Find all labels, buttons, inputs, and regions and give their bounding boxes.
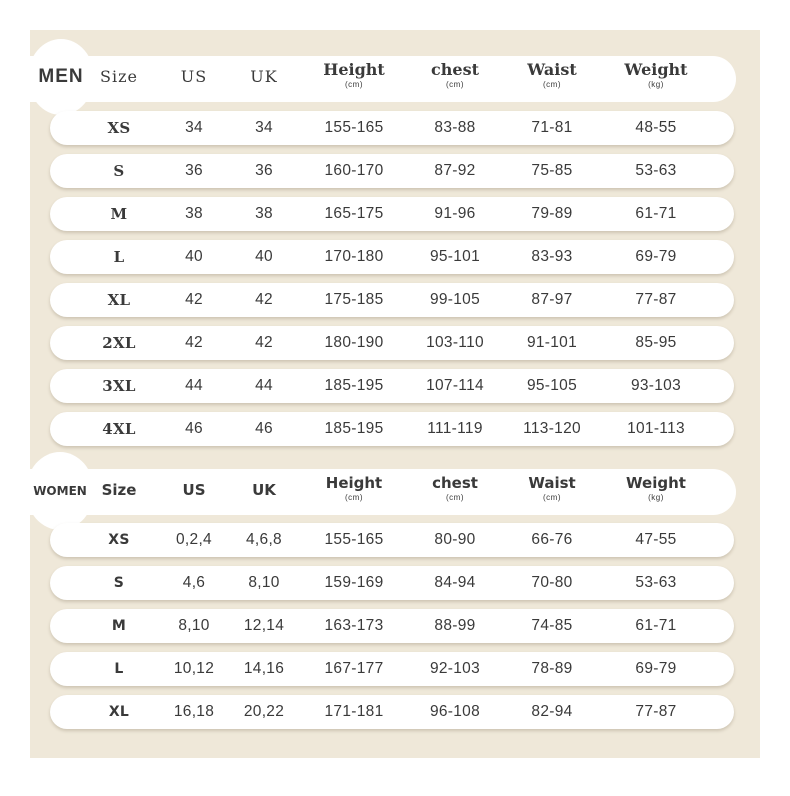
men-cell-us: 36: [185, 162, 203, 179]
men-cell-height: 185-195: [324, 377, 384, 394]
table-row: [50, 197, 734, 231]
women-cell-waist: 82-94: [531, 703, 573, 720]
women-header-weight-label: Weight: [626, 474, 686, 492]
table-row: [50, 154, 734, 188]
women-cell-height: 155-165: [324, 531, 384, 548]
men-cell-height: 160-170: [324, 162, 384, 179]
men-header-chest-label: chest: [431, 60, 479, 79]
women-header-us: [183, 483, 206, 498]
men-cell-chest: 103-110: [426, 334, 484, 351]
men-header-height: [323, 62, 385, 89]
men-cell-height: 185-195: [324, 420, 384, 437]
men-cell-size: S: [113, 162, 125, 180]
men-cell-waist: 71-81: [531, 119, 573, 136]
men-cell-weight: 48-55: [635, 119, 677, 136]
women-cell-weight: 47-55: [635, 531, 677, 548]
men-cell-uk: 34: [255, 119, 273, 136]
men-header-weight-label: Weight: [624, 60, 688, 79]
table-row: [50, 326, 734, 360]
table-row: [50, 283, 734, 317]
men-cell-uk: 42: [255, 334, 273, 351]
women-header-size: [102, 483, 137, 498]
women-cell-uk: 12,14: [243, 617, 285, 634]
men-cell-chest: 99-105: [429, 291, 481, 308]
men-header-height-unit: (cm): [345, 80, 363, 89]
table-row: [50, 695, 734, 729]
men-badge-label: MEN: [38, 66, 84, 87]
women-cell-size: XL: [108, 704, 130, 720]
women-header-waist-label: Waist: [528, 474, 576, 492]
men-cell-waist: 87-97: [531, 291, 573, 308]
women-header-chest-unit: (cm): [446, 493, 464, 502]
men-cell-chest: 83-88: [434, 119, 476, 136]
men-header-size: [100, 69, 138, 85]
women-header-uk-label: UK: [252, 481, 276, 499]
men-cell-waist: 95-105: [526, 377, 578, 394]
men-cell-us: 46: [185, 420, 203, 437]
men-cell-us: 40: [185, 248, 203, 265]
table-row: [50, 609, 734, 643]
women-cell-height: 167-177: [324, 660, 384, 677]
women-header-chest-label: chest: [432, 474, 478, 492]
men-header-waist-label: Waist: [527, 60, 577, 79]
men-cell-uk: 42: [255, 291, 273, 308]
men-header-waist-unit: (cm): [542, 80, 561, 89]
men-cell-size: 3XL: [102, 377, 136, 395]
women-cell-height: 163-173: [324, 617, 384, 634]
women-header-chest: [432, 476, 478, 502]
women-cell-us: 4,6: [182, 574, 206, 591]
women-cell-us: 8,10: [178, 617, 210, 634]
men-cell-size: 4XL: [102, 420, 136, 438]
women-cell-uk: 8,10: [248, 574, 280, 591]
women-cell-uk: 4,6,8: [246, 531, 282, 548]
table-row: [50, 652, 734, 686]
men-cell-chest: 87-92: [434, 162, 476, 179]
women-cell-waist: 66-76: [531, 531, 573, 548]
men-header-weight: [624, 62, 687, 89]
men-cell-waist: 113-120: [523, 420, 581, 437]
men-cell-weight: 69-79: [635, 248, 677, 265]
men-header-uk: [250, 69, 277, 85]
men-cell-weight: 85-95: [635, 334, 677, 351]
women-badge-label: WOMEN: [33, 484, 87, 498]
men-cell-waist: 79-89: [531, 205, 573, 222]
men-header-waist: [527, 62, 576, 89]
men-cell-size: L: [113, 248, 125, 266]
men-cell-size: XL: [107, 291, 131, 309]
women-cell-chest: 88-99: [434, 617, 476, 634]
men-cell-waist: 83-93: [531, 248, 573, 265]
men-header-chest: [431, 62, 479, 89]
men-cell-weight: 53-63: [635, 162, 677, 179]
women-header-uk: [252, 483, 276, 498]
women-cell-us: 0,2,4: [176, 531, 212, 548]
men-cell-uk: 44: [255, 377, 273, 394]
men-header-weight-unit: (kg): [648, 80, 664, 89]
men-cell-height: 180-190: [324, 334, 384, 351]
table-row: [50, 523, 734, 557]
men-cell-size: 2XL: [102, 334, 136, 352]
men-cell-height: 165-175: [324, 205, 384, 222]
men-cell-size: XS: [107, 119, 131, 137]
table-row: [50, 111, 734, 145]
women-cell-chest: 92-103: [429, 660, 481, 677]
men-cell-chest: 91-96: [434, 205, 476, 222]
women-header-waist: [528, 476, 575, 502]
men-cell-uk: 38: [255, 205, 273, 222]
men-header-us-label: US: [180, 67, 208, 86]
men-cell-uk: 36: [255, 162, 273, 179]
women-cell-waist: 78-89: [531, 660, 573, 677]
women-cell-waist: 74-85: [531, 617, 573, 634]
women-cell-chest: 84-94: [434, 574, 476, 591]
men-cell-us: 38: [185, 205, 203, 222]
women-header-height: [326, 476, 382, 502]
table-row: [50, 412, 734, 446]
men-cell-waist: 75-85: [531, 162, 573, 179]
women-cell-height: 159-169: [324, 574, 384, 591]
men-cell-us: 42: [185, 334, 203, 351]
men-cell-us: 34: [185, 119, 203, 136]
men-cell-weight: 93-103: [630, 377, 682, 394]
table-row: [50, 566, 734, 600]
men-header-us: [181, 69, 207, 85]
men-cell-weight: 101-113: [627, 420, 685, 437]
women-cell-size: M: [111, 618, 127, 634]
women-cell-size: L: [114, 661, 124, 677]
men-cell-chest: 111-119: [427, 420, 483, 437]
women-header-weight: [626, 476, 686, 502]
women-cell-us: 16,18: [173, 703, 215, 720]
men-cell-height: 170-180: [324, 248, 384, 265]
men-header-size-label: Size: [100, 67, 138, 86]
women-header-size-label: Size: [101, 481, 137, 499]
women-badge: [26, 452, 94, 530]
women-header-height-label: Height: [325, 474, 383, 492]
women-cell-uk: 14,16: [243, 660, 285, 677]
women-cell-chest: 96-108: [429, 703, 481, 720]
men-cell-us: 44: [185, 377, 203, 394]
table-row: [50, 369, 734, 403]
men-cell-uk: 46: [255, 420, 273, 437]
men-cell-waist: 91-101: [526, 334, 578, 351]
men-cell-us: 42: [185, 291, 203, 308]
women-cell-weight: 77-87: [635, 703, 677, 720]
men-cell-height: 155-165: [324, 119, 384, 136]
men-cell-weight: 61-71: [635, 205, 677, 222]
table-row: [50, 240, 734, 274]
women-header-height-unit: (cm): [345, 493, 363, 502]
men-cell-size: M: [110, 205, 128, 223]
women-header-waist-unit: (cm): [543, 493, 561, 502]
men-header-uk-label: UK: [250, 67, 278, 86]
women-cell-size: S: [113, 575, 125, 591]
women-cell-waist: 70-80: [531, 574, 573, 591]
men-cell-height: 175-185: [324, 291, 384, 308]
women-header-us-label: US: [182, 481, 206, 499]
women-cell-uk: 20,22: [243, 703, 285, 720]
women-cell-weight: 61-71: [635, 617, 677, 634]
women-cell-size: XS: [108, 532, 130, 548]
women-cell-us: 10,12: [173, 660, 215, 677]
men-cell-chest: 95-101: [429, 248, 481, 265]
women-cell-chest: 80-90: [434, 531, 476, 548]
women-header-weight-unit: (kg): [648, 493, 664, 502]
women-cell-weight: 69-79: [635, 660, 677, 677]
men-cell-chest: 107-114: [426, 377, 484, 394]
women-cell-height: 171-181: [324, 703, 384, 720]
men-badge: [28, 39, 94, 115]
men-header-chest-unit: (cm): [445, 80, 464, 89]
women-cell-weight: 53-63: [635, 574, 677, 591]
men-header-height-label: Height: [323, 60, 385, 79]
men-cell-uk: 40: [255, 248, 273, 265]
men-cell-weight: 77-87: [635, 291, 677, 308]
